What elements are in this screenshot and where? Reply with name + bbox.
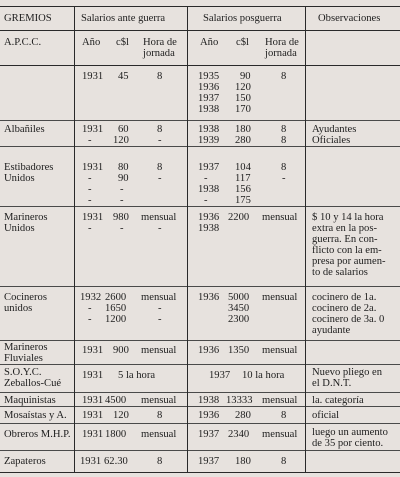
cell-observation: $ 10 y 14 la hora [312,212,384,223]
cell-year: - [88,135,92,146]
cell-hours: - [158,135,162,146]
cell-salary: - [120,223,124,234]
cell-hours: 8 [157,162,163,173]
cell-year: 1935 [198,71,220,82]
cell-salary: 180 [235,124,251,135]
cell-hours: mensual [141,429,177,440]
cell-salary: 62.30 [104,456,128,467]
cell-hours: - [158,303,162,314]
cell-salary: 170 [235,104,251,115]
rule-row [0,406,400,407]
cell-year: 1931 [82,410,104,421]
rule-row [0,120,400,121]
row-cocineros-name: unidos [4,303,33,314]
subheader-csl-ante: c$l [116,37,129,48]
cell-salary: 120 [235,82,251,93]
cell-year: 1931 [82,395,104,406]
cell-year: 1937 [198,93,220,104]
cell-year: 1931 [82,124,104,135]
cell-hours: 8 [281,456,287,467]
rule-row [0,423,400,424]
cell-year: - [88,173,92,184]
cell-hours: - [158,314,162,325]
cell-salary: 280 [235,135,251,146]
cell-hours: 8 [281,135,287,146]
cell-year: 1937 [198,429,220,440]
cell-year: 1936 [198,82,220,93]
row-marineros-name: Marineros [4,212,48,223]
cell-observation: el D.N.T. [312,378,352,389]
row-zapateros-name: Zapateros [4,456,46,467]
cell-hours: 8 [157,410,163,421]
cell-hours: mensual [262,212,298,223]
cell-observation: Ayudantes [312,124,357,135]
row-estibadores-name: Unidos [4,173,35,184]
cell-salary: 2200 [228,212,250,223]
cell-hours: mensual [262,395,298,406]
cell-observation: la. categoría [312,395,364,406]
cell-observation: de 35 por ciento. [312,438,384,449]
rule-row [0,392,400,393]
cell-salary: 13333 [226,395,253,406]
rule-bottom [0,472,400,473]
row-albaniles-name: Albañiles [4,124,45,135]
cell-salary: 150 [235,93,251,104]
cell-hours: 8 [157,456,163,467]
row-marineros-fluviales-name: Fluviales [4,353,43,364]
cell-observation: Nuevo pliego en [312,367,383,378]
row-soyc-name: S.O.Y.C. [4,367,42,378]
cell-salary: 90 [240,71,251,82]
cell-year: 1931 [80,456,102,467]
cell-year: 1937 [209,370,231,381]
rule-top [0,6,400,7]
cell-year: - [88,195,92,206]
column-divider [74,6,75,473]
cell-year: - [204,195,208,206]
cell-salary: 90 [118,173,129,184]
cell-observation: guerra. En con- [312,234,378,245]
cell-observation: cocinero de 1a. [312,292,377,303]
header-salarios-posguerra: Salarios posguerra [203,13,282,24]
cell-year: 1931 [82,429,104,440]
cell-year: 1937 [198,456,220,467]
cell-observation: Oficiales [312,135,351,146]
cell-hours: - [158,223,162,234]
cell-observation: flicto con la em- [312,245,382,256]
cell-salary: - [120,195,124,206]
cell-year: 1931 [82,345,104,356]
cell-year: - [88,303,92,314]
cell-salary: 5 la hora [118,370,156,381]
cell-salary: 180 [235,456,251,467]
cell-year: 1931 [82,370,104,381]
cell-year: 1936 [198,410,220,421]
cell-salary: 1200 [105,314,127,325]
cell-hours: 8 [281,124,287,135]
cell-salary: 120 [113,135,129,146]
cell-salary: 10 la hora [242,370,285,381]
cell-salary: 117 [235,173,251,184]
cell-observation: to de salarios [312,267,368,278]
cell-hours: 8 [157,71,163,82]
cell-hours: 8 [281,71,287,82]
rule-subheader [0,65,400,66]
cell-salary: 5000 [228,292,250,303]
cell-hours: - [282,173,286,184]
cell-salary: 1650 [105,303,127,314]
rule-row [0,286,400,287]
cell-observation: presa por aumen- [312,256,386,267]
cell-salary: - [120,184,124,195]
cell-observation: cocinero de 2a. [312,303,377,314]
column-divider [305,6,306,473]
subheader-ano-ante: Año [82,37,101,48]
cell-year: 1936 [198,292,220,303]
row-marineros-name: Unidos [4,223,35,234]
cell-year: 1937 [198,162,220,173]
cell-hours: mensual [262,345,298,356]
cell-salary: 104 [235,162,251,173]
cell-year: 1931 [82,162,104,173]
cell-observation: cocinero de 3a. 0 [312,314,385,325]
cell-observation: extra en la pos- [312,223,378,234]
cell-year: 1936 [198,345,220,356]
row-obreros-name: Obreros M.H.P. [4,429,71,440]
cell-hours: 8 [281,410,287,421]
column-divider [187,6,188,473]
rule-row [0,450,400,451]
rule-row [0,146,400,147]
header-observaciones: Observaciones [318,13,381,24]
cell-year: 1936 [198,212,220,223]
cell-hours: mensual [141,395,177,406]
cell-salary: 80 [118,162,129,173]
cell-year: 1938 [198,124,220,135]
cell-salary: 2340 [228,429,250,440]
rule-row [0,364,400,365]
cell-hours: 8 [157,124,163,135]
cell-salary: 156 [235,184,251,195]
cell-year: - [88,223,92,234]
subheader-hora-pos: Hora de [265,37,299,48]
cell-hours: mensual [262,292,298,303]
cell-hours: mensual [141,345,177,356]
cell-year: - [204,173,208,184]
rule-row [0,206,400,207]
cell-salary: 2300 [228,314,250,325]
cell-year: 1931 [82,71,104,82]
row-soyc-name: Zeballos-Cué [4,378,62,389]
cell-salary: 4500 [105,395,127,406]
cell-hours: mensual [262,429,298,440]
cell-salary: 60 [118,124,129,135]
cell-year: 1938 [198,104,220,115]
row-estibadores-name: Estibadores [4,162,54,173]
cell-salary: 2600 [105,292,127,303]
cell-salary: 280 [235,410,251,421]
cell-year: 1931 [82,212,104,223]
row-cocineros-name: Cocineros [4,292,47,303]
subheader-csl-pos: c$l [236,37,249,48]
subheader-jornada-pos: jornada [265,48,297,59]
cell-year: 1932 [80,292,102,303]
row-maquinistas-name: Maquinistas [4,395,56,406]
cell-hours: 8 [281,162,287,173]
cell-observation: oficial [312,410,340,421]
header-salarios-ante-guerra: Salarios ante guerra [81,13,166,24]
row-apcc-name: A.P.C.C. [4,37,42,48]
cell-hours: - [158,173,162,184]
header-gremios: GREMIOS [4,13,52,24]
cell-year: 1938 [198,223,220,234]
subheader-ano-pos: Año [200,37,219,48]
cell-year: 1938 [198,395,220,406]
cell-salary: 900 [113,345,129,356]
cell-salary: 120 [113,410,129,421]
cell-year: 1939 [198,135,220,146]
subheader-hora-ante: Hora de [143,37,177,48]
cell-year: - [88,314,92,325]
cell-salary: 175 [235,195,251,206]
row-mosaistas-name: Mosaístas y A. [4,410,67,421]
cell-salary: 45 [118,71,129,82]
cell-salary: 980 [113,212,129,223]
cell-year: - [88,184,92,195]
row-marineros-fluviales-name: Marineros [4,342,48,353]
cell-observation: ayudante [312,325,351,336]
cell-year: 1938 [198,184,220,195]
cell-observation: luego un aumento [312,427,388,438]
cell-salary: 1800 [105,429,127,440]
cell-hours: mensual [141,292,177,303]
rule-row [0,340,400,341]
cell-salary: 1350 [228,345,250,356]
cell-salary: 3450 [228,303,250,314]
cell-hours: mensual [141,212,177,223]
rule-header [0,30,400,31]
subheader-jornada-ante: jornada [143,48,175,59]
